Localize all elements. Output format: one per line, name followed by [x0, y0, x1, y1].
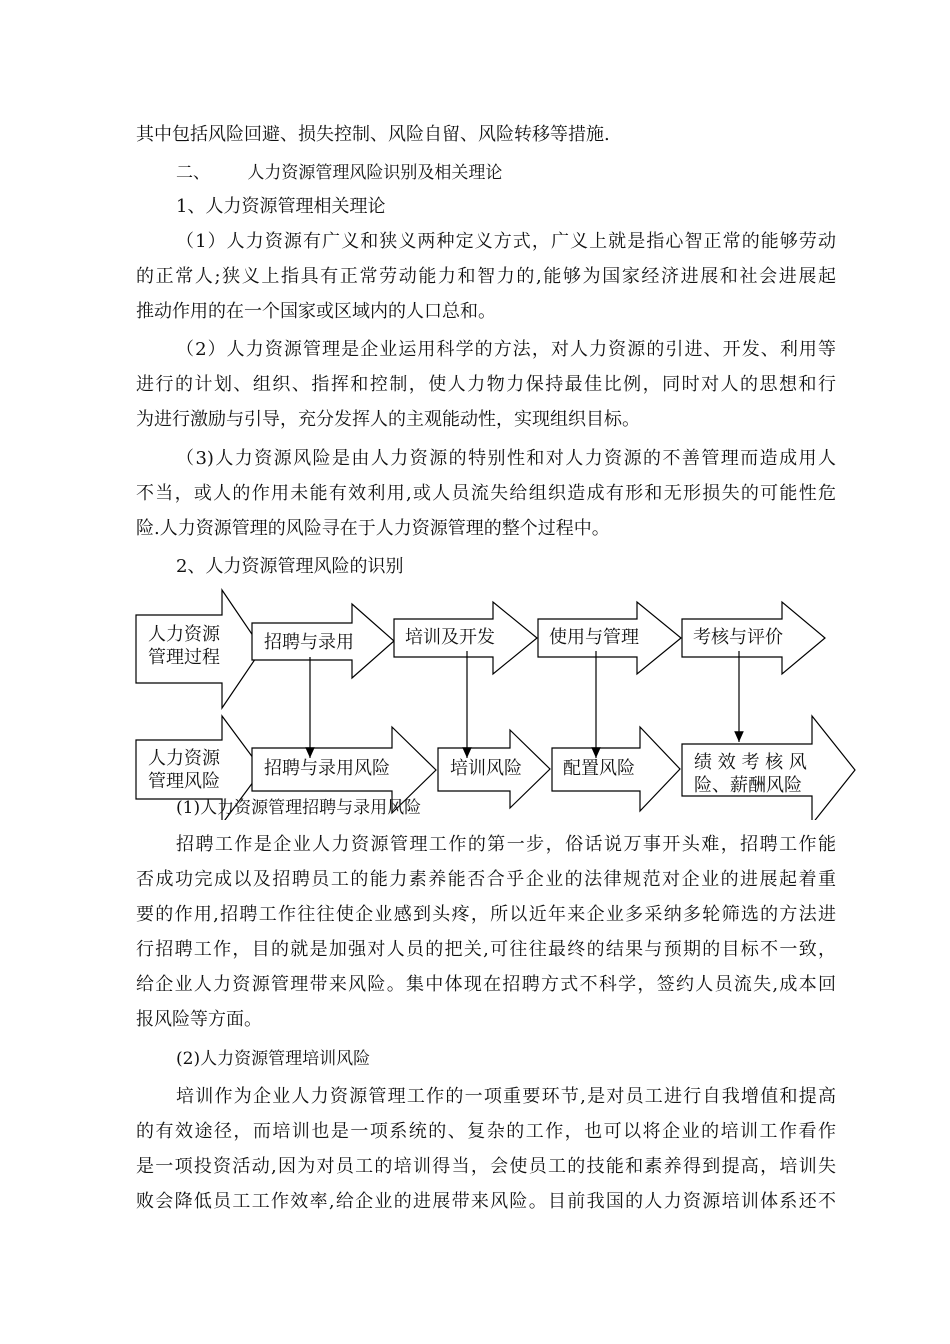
process-label-text: 人力资源 — [148, 624, 220, 645]
subheading: 2、人力资源管理风险的识别 — [176, 556, 404, 577]
subheading: (2)人力资源管理培训风险 — [176, 1049, 371, 1069]
paragraph-line: 的有效途径，而培训也是一项系统的、复杂的工作，也可以将企业的培训工作看作 — [136, 1121, 836, 1142]
paragraph-line: 不当，或人的作用未能有效利用,或人员流失给组织造成有形和无形损失的可能性危 — [136, 483, 836, 504]
risk-label-text: 管理风险 — [148, 771, 220, 792]
paragraph-line: 行招聘工作，目的就是加强对人员的把关,可往往最终的结果与预期的目标不一致， — [136, 939, 836, 960]
process-label-text: 管理过程 — [148, 647, 220, 668]
process-step-text: 招聘与录用 — [264, 632, 354, 653]
paragraph-line: 报风险等方面。 — [136, 1009, 262, 1030]
risk-text: 招聘与录用风险 — [264, 758, 390, 779]
subheading: (1)人力资源管理招聘与录用风险 — [176, 798, 422, 818]
paragraph-line: 给企业人力资源管理带来风险。集中体现在招聘方式不科学，签约人员流失,成本回 — [136, 974, 836, 995]
paragraph-line: 要的作用,招聘工作往往使企业感到头疼，所以近年来企业多采纳多轮筛选的方法进 — [136, 904, 836, 925]
subheading: 1、人力资源管理相关理论 — [176, 196, 386, 217]
risk-text: 绩 效 考 核 风 — [694, 752, 807, 773]
paragraph-line: 否成功完成以及招聘员工的能力素养能否合乎企业的法律规范对企业的进展起着重 — [136, 869, 836, 890]
process-step-text: 使用与管理 — [549, 627, 639, 648]
risk-label-text: 人力资源 — [148, 748, 220, 769]
paragraph-line: 败会降低员工工作效率,给企业的进展带来风险。目前我国的人力资源培训体系还不 — [136, 1191, 836, 1212]
paragraph-line: 为进行激励与引导，充分发挥人的主观能动性，实现组织目标。 — [136, 409, 640, 430]
paragraph-line: 进行的计划、组织、指挥和控制，使人力物力保持最佳比例，同时对人的思想和行 — [136, 374, 836, 395]
paragraph-line: 推动作用的在一个国家或区域内的人口总和。 — [136, 301, 496, 322]
risk-text: 配置风险 — [563, 758, 635, 779]
paragraph-line: （3)人力资源风险是由人力资源的特别性和对人力资源的不善管理而造成用人 — [176, 448, 836, 469]
paragraph-line: 险.人力资源管理的风险寻在于人力资源管理的整个过程中。 — [136, 518, 610, 539]
paragraph-line: 培训作为企业人力资源管理工作的一项重要环节,是对员工进行自我增值和提高 — [176, 1086, 836, 1107]
paragraph-line: （1）人力资源有广义和狭义两种定义方式，广义上就是指心智正常的能够劳动 — [176, 231, 836, 252]
text-line: 其中包括风险回避、损失控制、风险自留、风险转移等措施. — [136, 124, 610, 145]
paragraph-line: （2）人力资源管理是企业运用科学的方法，对人力资源的引进、开发、利用等 — [176, 339, 836, 360]
paragraph-line: 招聘工作是企业人力资源管理工作的第一步，俗话说万事开头难，招聘工作能 — [176, 834, 836, 855]
risk-text: 险、薪酬风险 — [694, 775, 802, 796]
process-step-text: 考核与评价 — [693, 627, 783, 648]
paragraph-line: 的正常人;狭义上指具有正常劳动能力和智力的,能够为国家经济进展和社会进展起 — [136, 266, 836, 287]
risk-text: 培训风险 — [450, 758, 522, 779]
process-step-text: 培训及开发 — [405, 627, 495, 648]
section-number: 二、 — [176, 163, 210, 183]
paragraph-line: 是一项投资活动,因为对员工的培训得当，会使员工的技能和素养得到提高，培训失 — [136, 1156, 836, 1177]
section-title: 人力资源管理风险识别及相关理论 — [247, 163, 503, 183]
